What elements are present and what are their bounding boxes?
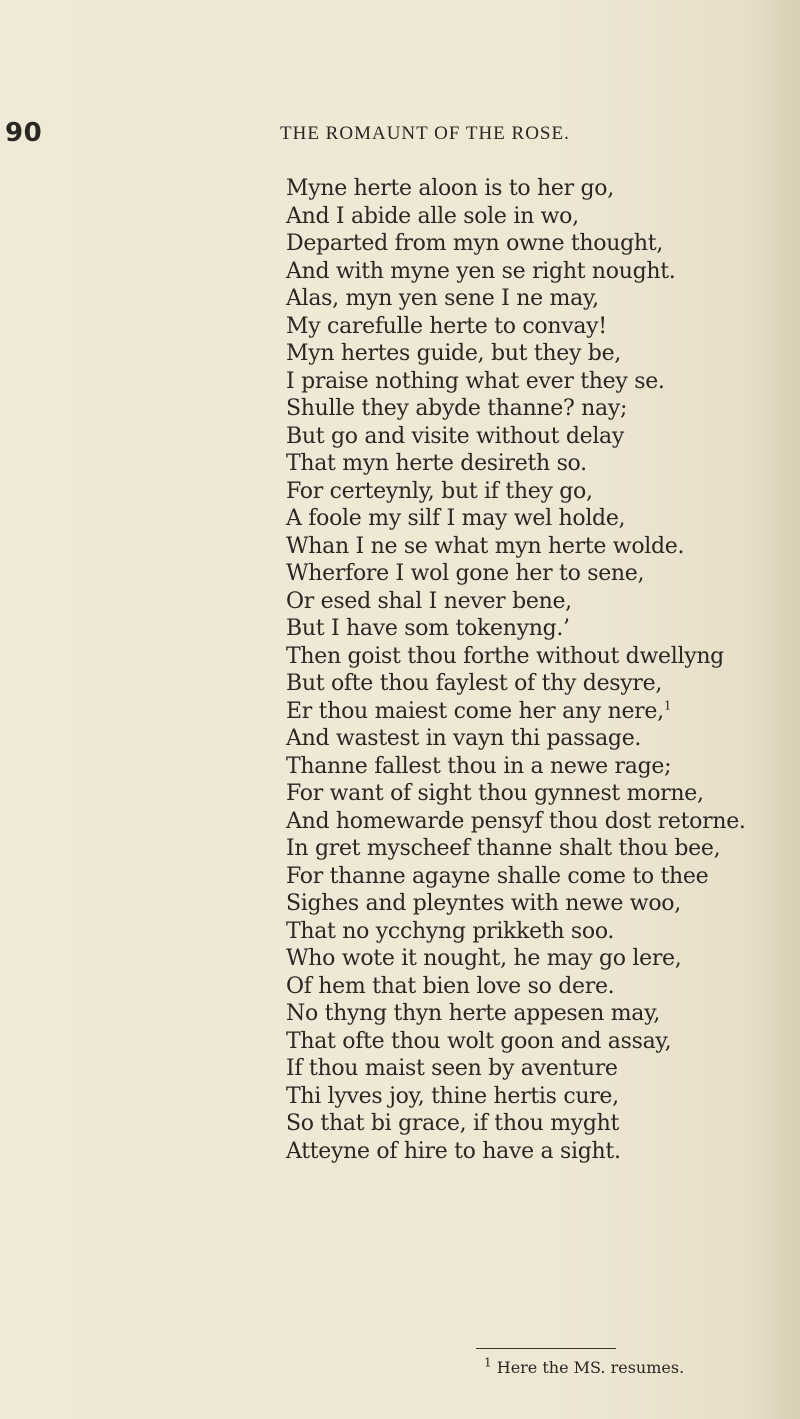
verse-line: Shulle they abyde thanne? nay; xyxy=(286,396,628,421)
verse-line: No thyng thyn herte appesen may, xyxy=(286,1001,660,1026)
verse-line: My carefulle herte to convay! xyxy=(286,313,607,339)
verse-line: Atteyne of hire to have a sight. xyxy=(286,1138,621,1164)
verse-line: But I have som tokenyng.’ xyxy=(286,616,570,641)
verse-line: In gret myscheef thanne shalt thou bee, xyxy=(286,836,721,861)
verse-line: I praise nothing what ever they se. xyxy=(286,368,665,394)
running-title: THE ROMAUNT OF THE ROSE. xyxy=(280,123,570,144)
verse-line: Myne herte aloon is to her go, xyxy=(286,176,614,201)
verse-line: That myn herte desireth so. xyxy=(286,451,587,476)
verse-line: Thi lyves joy, thine hertis cure, xyxy=(286,1083,619,1109)
verse-line: And with myne yen se right nought. xyxy=(286,258,676,284)
verse-line: Wherfore I wol gone her to sene, xyxy=(286,561,645,586)
page-number: 90 xyxy=(5,118,43,148)
verse-line: For certeynly, but if they go, xyxy=(286,478,593,504)
verse-block xyxy=(286,175,796,1165)
verse-line: A foole my silf I may wel holde, xyxy=(286,506,626,531)
footnote-marker: 1 xyxy=(484,1355,492,1370)
verse-line: That no ycchyng prikketh soo. xyxy=(286,918,615,944)
verse-line: But go and visite without delay xyxy=(286,423,625,449)
verse-line: Thanne fallest thou in a newe rage; xyxy=(286,753,672,779)
verse-line: For thanne agayne shalle come to thee xyxy=(286,863,709,889)
verse-line: Alas, myn yen sene I ne may, xyxy=(286,286,599,311)
verse-line: And wastest in vayn thi passage. xyxy=(286,726,642,751)
running-head xyxy=(0,118,800,148)
verse-line: Departed from myn owne thought, xyxy=(286,231,663,256)
footnote-text: Here the MS. resumes. xyxy=(496,1358,685,1377)
verse-line: That ofte thou wolt goon and assay, xyxy=(286,1028,672,1054)
verse-line-with-footnote xyxy=(286,698,796,726)
verse-line: And I abide alle sole in wo, xyxy=(286,203,579,229)
verse-line: Myn hertes guide, but they be, xyxy=(286,341,621,366)
verse-line: And homewarde pensyf thou dost retorne. xyxy=(286,808,746,834)
verse-line: Of hem that bien love so dere. xyxy=(286,973,615,999)
verse-line-text: Er thou maiest come her any nere, xyxy=(286,698,664,724)
verse-line: But ofte thou faylest of thy desyre, xyxy=(286,671,663,696)
verse-line: Or esed shal I never bene, xyxy=(286,588,572,614)
verse-line: Whan I ne se what myn herte wolde. xyxy=(286,533,685,559)
footnote xyxy=(484,1355,685,1378)
verse-line: Who wote it nought, he may go lere, xyxy=(286,946,682,971)
footnote-reference: 1 xyxy=(663,698,672,713)
verse-line: For want of sight thou gynnest morne, xyxy=(286,781,704,806)
verse-line: Then goist thou forthe without dwellyng xyxy=(286,643,724,669)
verse-line: Sighes and pleyntes with newe woo, xyxy=(286,891,681,916)
verse-line: So that bi grace, if thou myght xyxy=(286,1111,620,1136)
verse-line: If thou maist seen by aventure xyxy=(286,1056,618,1081)
footnote-divider xyxy=(476,1348,616,1349)
